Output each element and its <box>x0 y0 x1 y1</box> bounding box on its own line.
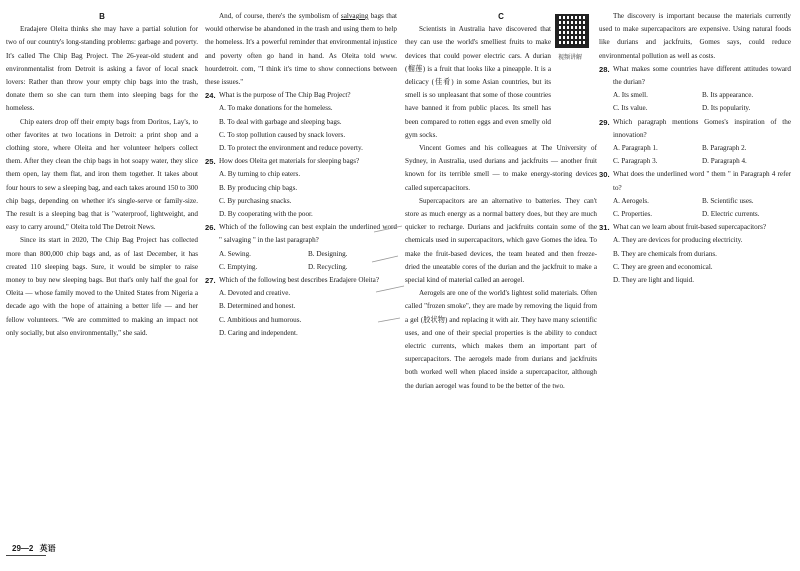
option: A. Devoted and creative. <box>219 289 291 298</box>
option: C. Emptying. <box>219 262 258 271</box>
question-text: Which of the following best describes Eradajere Oleita? <box>219 276 380 285</box>
question-24 <box>205 89 397 102</box>
option: B. To deal with garbage and sleeping bags. <box>219 117 342 126</box>
passage-c-paragraph-2: Vincent Gomes and his colleagues at The University of Sydney, in Australia, used durians and jackfruits — another fruit known for its terrible smell — to make energy-storing devices called supercapacitors. <box>405 144 597 192</box>
option: B. They are chemicals from durians. <box>613 249 717 258</box>
option: D. To protect the environment and reduce poverty. <box>219 144 363 153</box>
option: B. By producing chip bags. <box>219 183 298 192</box>
question-text: Which paragraph mentions Gomes's inspiration of the innovation? <box>613 117 791 139</box>
question-30 <box>599 168 791 194</box>
question-number: 29. <box>599 117 610 127</box>
passage-c-paragraph-5: The discovery is important because the materials currently used to make supercapacitors are expensive. Using natural foods like durians and jackfruits, Gomes says, could reduce environmental pollution as well as costs. <box>599 12 791 60</box>
options-grid <box>599 89 791 115</box>
question-31 <box>599 221 791 234</box>
option: C. Its value. <box>613 104 648 113</box>
question-number: 28. <box>599 64 610 74</box>
option: A. To make donations for the homeless. <box>219 104 333 113</box>
question-25 <box>205 155 397 168</box>
question-text: What does the underlined word " them " in Paragraph 4 refer to? <box>613 170 791 192</box>
option: D. Recycling. <box>308 262 348 271</box>
qr-code-icon[interactable] <box>555 14 589 48</box>
option: D. They are light and liquid. <box>613 276 694 285</box>
passage-c-paragraph-3: Supercapacitors are an alternative to batteries. They can't store as much energy as a normal battery does, but they are much quicker to recharge. Durians and jackfruits contain some of the chemicals used in supercapacitors, which gave Gomes the idea. To make the fruit-based devices, the team heated and then freeze-dried the uneatable cores of the durian and the jackfruit to make a special kind of material called an aerogel. <box>405 196 597 285</box>
question-number: 24. <box>205 91 216 101</box>
qr-code-label: 视频讲解 <box>558 55 583 61</box>
options-grid <box>599 142 791 168</box>
passage-b-paragraph-1: Eradajere Oleita thinks she may have a partial solution for two of our country's long-standing problems: garbage and poverty. It's called The Chip Bag Project. The 26-year-old student and environmentalist from Detroit is asking a favor of local snack lovers: Rather than throw your empty chip bags into the trash, donate them so she can turn them into sleeping bags for the homeless. <box>6 25 198 113</box>
option: C. Paragraph 3. <box>613 157 658 166</box>
p4-pre: And, of course, there's the symbolism of <box>219 12 341 20</box>
option: A. Paragraph 1. <box>613 144 658 153</box>
question-number: 26. <box>205 223 216 233</box>
page-number: 29—2 <box>12 544 34 553</box>
option: B. Scientific uses. <box>702 196 754 205</box>
option: A. They are devices for producing electricity. <box>613 236 743 245</box>
question-number: 27. <box>205 276 216 286</box>
question-text: What makes some countries have different attitudes toward the durian? <box>613 64 791 87</box>
question-number: 31. <box>599 223 610 233</box>
option: A. Sewing. <box>219 249 251 258</box>
option: D. Its popularity. <box>702 104 751 113</box>
passage-b-label: B <box>99 12 105 21</box>
column-4 <box>599 10 791 287</box>
option: C. They are green and economical. <box>613 262 713 271</box>
options-grid <box>599 195 791 221</box>
option: A. Aerogels. <box>613 196 649 205</box>
question-28 <box>599 63 791 89</box>
question-29 <box>599 116 791 142</box>
column-1 <box>6 10 198 340</box>
option: D. By cooperating with the poor. <box>219 210 313 219</box>
footer-divider <box>6 555 46 556</box>
p4-post: bags that would otherwise be abandoned in the trash and using them to help the homeless. It's a powerful reminder that environmental injustice and poverty often go hand in hand. As Oleita told www. hourdetroit. com, "I think it's time to show connections between these issues." <box>205 12 397 87</box>
option: D. Caring and independent. <box>219 328 298 337</box>
question-number: 30. <box>599 170 610 180</box>
option: C. Ambitious and humorous. <box>219 315 302 324</box>
pencil-scribble-icon <box>368 222 408 342</box>
option: B. Designing. <box>308 249 348 258</box>
underlined-salvaging: salvaging <box>340 12 369 20</box>
option: B. Paragraph 2. <box>702 144 747 153</box>
passage-b-paragraph-2: Chip eaters drop off their empty bags from Doritos, Lay's, to other favorites at two locations in Detroit: a print shop and a clothing store, where Oleita and her volunteer helpers collect them. After they clean the chip bags in hot soapy water, they slice them open, lay them flat, and iron them together. It takes about four hours to sew a sleeping bag, and each takes around 150 to 300 chip bags, depending on whether it's single-serve or family-size. The result is a sleeping bag that is "waterproof, lightweight, and easy to carry around," Oleita told The Detroit News. <box>6 117 198 232</box>
question-text: What is the purpose of The Chip Bag Project? <box>219 91 351 100</box>
option: B. Its appearance. <box>702 91 754 100</box>
passage-c-paragraph-1: Scientists in Australia have discovered that they can use the world's smelliest fruits to make devices that could power electric cars. A durian (榴莲) is a fruit that looks like a pineapple. It is a delicacy (佳肴) in some Asian countries, but its smell is so unpleasant that some of those countries have banned it from public places. Its smell has been compared to rotten eggs and even smelly old gym socks. <box>405 25 551 139</box>
page-footer <box>12 543 56 554</box>
passage-b-paragraph-4 <box>205 10 397 89</box>
question-number: 25. <box>205 157 216 167</box>
option: A. Its smell. <box>613 91 648 100</box>
question-text: How does Oleita get materials for sleeping bags? <box>219 157 360 166</box>
question-text: Which of the following can best explain the underlined word " salvaging " in the last paragraph? <box>219 223 397 245</box>
option: C. To stop pollution caused by snack lovers. <box>219 130 346 139</box>
column-3 <box>405 10 597 393</box>
option: D. Paragraph 4. <box>702 157 747 166</box>
passage-c-paragraph-4: Aerogels are one of the world's lightest solid materials. Often called "frozen smoke", they are made by removing the liquid from a gel (胶状物) and replacing it with air. They have many scientific uses, and one of their special properties is the ability to conduct electric currents, which makes them an important part of supercapacitors. The aerogels made from durians and jackfruits both worked well when placed inside a supercapacitor, although the durian aerogel was found to be the better of the two. <box>405 289 597 390</box>
option: C. Properties. <box>613 210 653 219</box>
question-text: What can we learn about fruit-based supercapacitors? <box>613 223 767 232</box>
subject-label: 英语 <box>39 544 56 553</box>
option: D. Electric currents. <box>702 210 760 219</box>
option: A. By turning to chip eaters. <box>219 170 301 179</box>
passage-c-label: C <box>498 12 504 21</box>
option: B. Determined and honest. <box>219 302 296 311</box>
option: C. By purchasing snacks. <box>219 196 292 205</box>
passage-b-paragraph-3: Since its start in 2020, The Chip Bag Project has collected more than 800,000 chip bags and, as of last December, it has created 110 sleeping bags. Sure, it would be simpler to raise money to buy new sleeping bags. But that's only half the goal for Oleita — whose family moved to the United States from Nigeria a decade ago with the hope of attaining a better life — and her fellow volunteers. "We are committed to making an impact not only socially, but also environmentally," she said. <box>6 236 198 337</box>
